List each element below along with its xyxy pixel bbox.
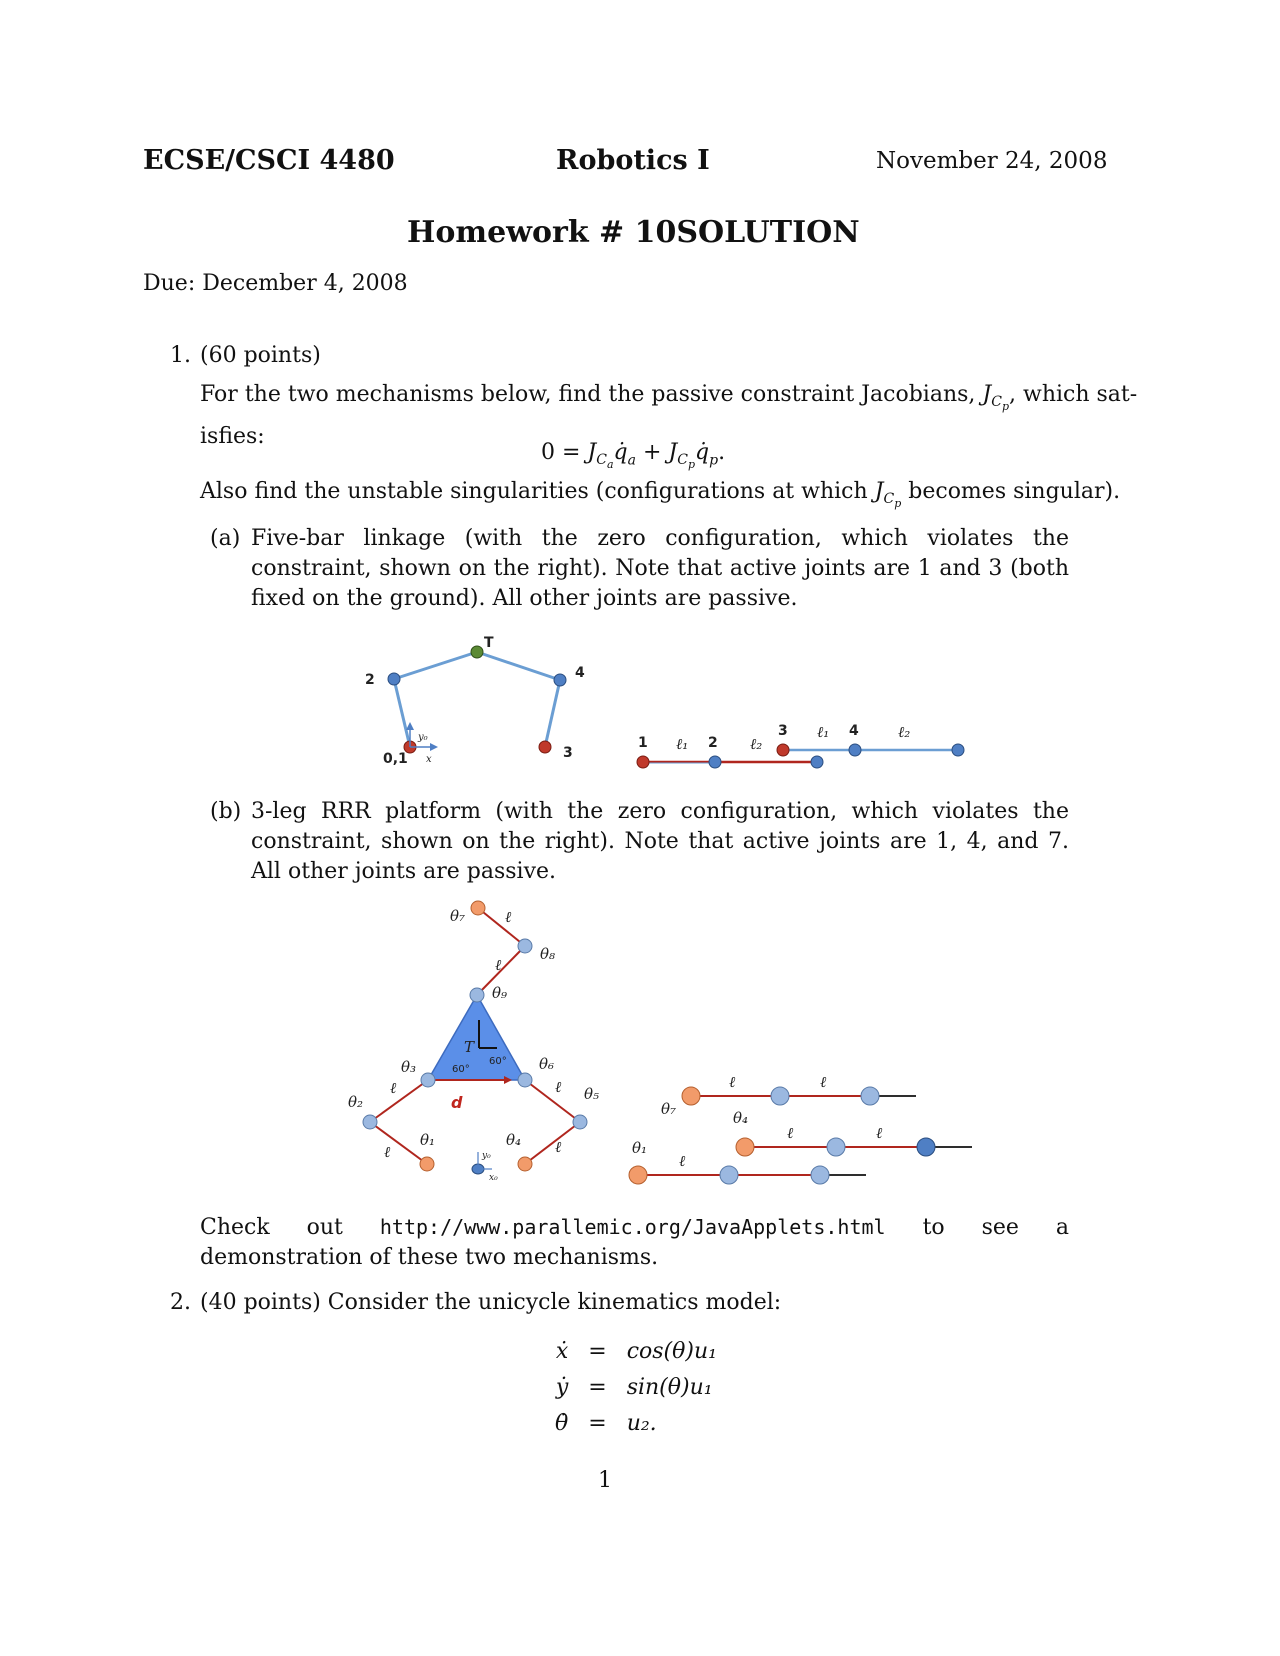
rlabel-l2b: ℓ₂: [898, 723, 911, 741]
eq-equals: =: [588, 1410, 607, 1436]
header-date: November 24, 2008: [876, 148, 1108, 174]
rjoint-9: [861, 1087, 879, 1105]
joint-7: [471, 901, 485, 915]
part-b-label: (b): [210, 799, 242, 824]
joint-6: [518, 1073, 532, 1087]
rlabel-l2: ℓ: [820, 1073, 827, 1091]
due-date: Due: December 4, 2008: [143, 271, 408, 296]
label-l-bl: ℓ: [384, 1143, 391, 1161]
rlabel-l4: ℓ: [876, 1124, 883, 1142]
rjoint-8: [771, 1087, 789, 1105]
course-subject: Robotics I: [556, 145, 710, 176]
joint-2: [388, 673, 400, 685]
joint-4: [518, 1157, 532, 1171]
problem2-number: 2.: [170, 1290, 191, 1315]
y-arrowhead: [406, 722, 414, 730]
joint-T: [471, 646, 483, 658]
five-bar-figure: [340, 630, 1000, 780]
rjoint-3: [777, 744, 789, 756]
rlabel-l1: ℓ: [729, 1073, 736, 1091]
joint-9: [470, 988, 484, 1002]
also-text-a: Also find the unstable singularities (configurations at which: [200, 479, 868, 504]
platform-triangle: [428, 995, 525, 1080]
label-y0: y₀: [482, 1151, 491, 1161]
label-l-mid: ℓ: [495, 956, 502, 974]
eq-lhs: θ̇: [555, 1410, 569, 1436]
label-theta1: θ₁: [420, 1131, 436, 1149]
page-number: 1: [598, 1468, 612, 1493]
rlabel-theta1: θ₁: [632, 1139, 648, 1157]
label-x: x: [426, 754, 432, 765]
rlabel-3: 3: [778, 723, 788, 739]
equation-row: [545, 1333, 727, 1369]
equation-row: [545, 1405, 727, 1441]
label-theta6: θ₆: [539, 1055, 555, 1073]
rjoint-2: [709, 756, 721, 768]
demo-link[interactable]: http://www.parallemic.org/JavaApplets.html: [379, 1215, 886, 1239]
joint-8: [518, 939, 532, 953]
part-a-label: (a): [210, 526, 241, 551]
also-text-b: becomes singular).: [908, 479, 1121, 504]
eq-equals: =: [588, 1338, 607, 1364]
link-4-3: [545, 680, 560, 747]
intro-text-c: isfies:: [200, 424, 265, 450]
constraint-equation: $0 = J_{C_a}q̇_a$ + $J_{C_p}q̇_p$.: [541, 440, 726, 472]
part-a-text: Five-bar linkage (with the zero configuration, which violates the constraint, shown on the right). Note that active joints are 1 and 3 (both fixed on the ground). All other joints are passive.: [251, 526, 1069, 611]
joint-3: [421, 1073, 435, 1087]
leg-right-link-2: [525, 1122, 580, 1164]
rlabel-theta4: θ₄: [733, 1109, 749, 1127]
rlabel-l3: ℓ: [787, 1124, 794, 1142]
label-theta2: θ₂: [348, 1093, 364, 1111]
label-T: T: [484, 635, 494, 651]
label-l-right: ℓ: [555, 1078, 562, 1096]
leg-top-link-2: [478, 908, 525, 946]
problem2-text: (40 points) Consider the unicycle kinematics model:: [200, 1290, 782, 1315]
x-arrowhead: [430, 743, 438, 751]
eq-lhs: ẋ: [555, 1338, 569, 1364]
leg-left-link-2: [370, 1122, 427, 1164]
label-theta4: θ₄: [506, 1131, 522, 1149]
check-text-a: Check out: [200, 1215, 343, 1240]
label-theta7: θ₇: [450, 907, 466, 925]
joint-4: [554, 674, 566, 686]
rlabel-l5: ℓ: [679, 1152, 686, 1170]
singularity-text: [200, 477, 1120, 519]
rjoint-upper-end: [952, 744, 964, 756]
rlabel-l1a: ℓ₁: [676, 735, 689, 753]
rjoint-7: [682, 1087, 700, 1105]
page-title: Homework # 10SOLUTION: [407, 215, 860, 250]
rjoint-3: [811, 1166, 829, 1184]
rlabel-l2a: ℓ₂: [750, 735, 763, 753]
rlabel-2: 2: [708, 735, 718, 751]
eq-rhs: cos(θ)u₁: [626, 1338, 717, 1364]
joint-5: [573, 1115, 587, 1129]
joint-3: [539, 741, 551, 753]
label-3: 3: [563, 745, 573, 761]
rjoint-1: [629, 1166, 647, 1184]
rjoint-6: [917, 1138, 935, 1156]
eq-rhs: u₂.: [626, 1410, 657, 1436]
label-60-left: 60°: [452, 1064, 470, 1075]
equation-row: [545, 1369, 727, 1405]
link-2-1: [394, 679, 410, 747]
rjoint-2: [720, 1166, 738, 1184]
jcp-symbol-2: $J_{C_p}$: [874, 479, 902, 511]
label-theta9: θ₉: [492, 984, 508, 1002]
rrr-platform-figure: [340, 895, 980, 1190]
rlabel-l1b: ℓ₁: [817, 723, 830, 741]
label-theta8: θ₈: [540, 945, 556, 963]
jcp-symbol: $J_{C_p}$: [982, 382, 1009, 414]
label-l-br: ℓ: [555, 1138, 562, 1156]
eq-rhs: sin(θ)u₁: [626, 1374, 713, 1400]
joint-2: [363, 1115, 377, 1129]
intro-text-a: For the two mechanisms below, find the passive constraint Jacobians,: [200, 382, 976, 407]
label-2: 2: [365, 672, 375, 688]
label-y0: y₀: [418, 732, 428, 743]
label-01: 0,1: [383, 751, 408, 767]
rjoint-lower-end: [811, 756, 823, 768]
rlabel-4: 4: [849, 723, 859, 739]
check-text-b: to see a demonstration of these two mechanisms.: [200, 1215, 1070, 1270]
label-d: d: [451, 1093, 463, 1112]
rlabel-theta7: θ₇: [661, 1100, 677, 1118]
leg-left-link-1: [370, 1080, 428, 1122]
problem1-number: 1.: [170, 343, 191, 368]
rjoint-1: [637, 756, 649, 768]
label-l-top: ℓ: [505, 908, 512, 926]
course-code: ECSE/CSCI 4480: [143, 145, 395, 176]
link-T-4: [477, 652, 560, 680]
intro-text-b: , which sat-: [1009, 382, 1138, 407]
rjoint-4: [849, 744, 861, 756]
label-x0: x₀: [489, 1173, 498, 1183]
label-T: T: [464, 1038, 475, 1056]
label-l-left: ℓ: [390, 1079, 397, 1097]
label-theta3: θ₃: [401, 1058, 417, 1076]
leg-right-link-1: [525, 1080, 580, 1122]
rlabel-1: 1: [638, 735, 648, 751]
eq-equals: =: [588, 1374, 607, 1400]
problem1-points: (60 points): [200, 343, 321, 368]
joint-1: [420, 1157, 434, 1171]
eq-lhs: ẏ: [555, 1374, 569, 1400]
rjoint-4: [736, 1138, 754, 1156]
link-2-T: [394, 652, 477, 679]
label-theta5: θ₅: [584, 1085, 600, 1103]
unicycle-equations: [545, 1333, 727, 1441]
label-4: 4: [575, 665, 585, 681]
rjoint-5: [827, 1138, 845, 1156]
label-60-right: 60°: [489, 1056, 507, 1067]
demo-note: [200, 1212, 1069, 1273]
part-b-text: 3-leg RRR platform (with the zero configuration, which violates the constraint, shown on the right). Note that active joints are 1, 4, and 7. All other joints are passive.: [251, 799, 1069, 884]
